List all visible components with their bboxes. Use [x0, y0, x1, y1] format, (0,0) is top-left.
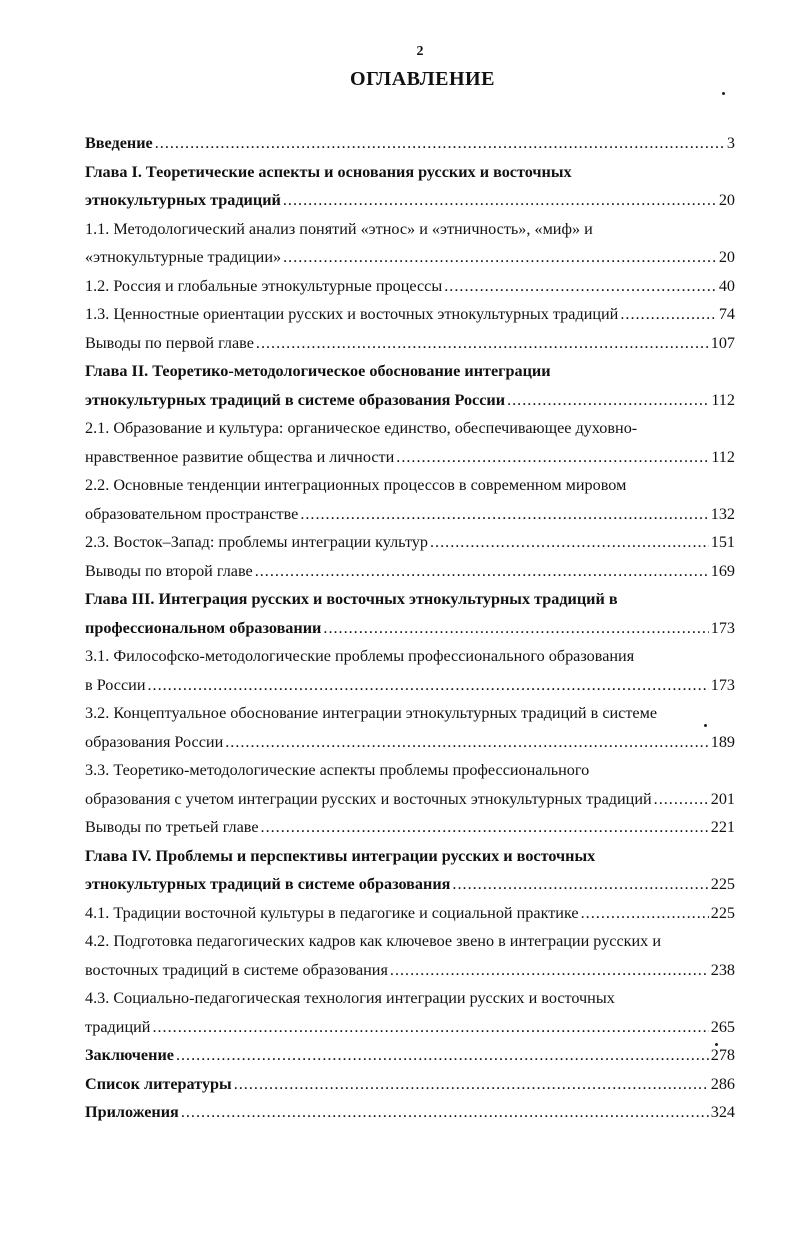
- toc-entry-last-line: [85, 614, 735, 643]
- toc-page-number: 40: [718, 276, 735, 295]
- toc-entry-title: Введение: [85, 134, 153, 152]
- toc-entry-title: восточных традиций в системе образования: [85, 960, 388, 979]
- toc-page-number: 201: [710, 789, 735, 808]
- dot-leader: [430, 528, 709, 557]
- toc-entry-title: этнокультурных традиций: [85, 191, 281, 209]
- toc-entry: [85, 642, 735, 699]
- toc-entry-title: Выводы по третьей главе: [85, 818, 259, 836]
- toc-page-number: 324: [710, 1103, 735, 1121]
- dot-leader: [507, 386, 709, 415]
- toc-entry-last-line: [85, 528, 735, 557]
- dot-leader: [283, 243, 717, 272]
- toc-entry-last-line: [85, 1070, 735, 1099]
- toc-page-number: 173: [710, 675, 735, 694]
- scan-speck: [704, 724, 707, 727]
- toc-entry: [85, 557, 735, 586]
- toc-entry-text-line: Глава II. Теоретико-методологическое обоснование интеграции: [85, 362, 551, 380]
- toc-page-number: 221: [710, 818, 735, 836]
- toc-entry-title: 1.2. Россия и глобальные этнокультурные процессы: [85, 276, 443, 295]
- toc-page-number: 20: [718, 191, 735, 209]
- toc-entry: [85, 813, 735, 842]
- toc-entry-last-line: [85, 557, 735, 586]
- toc-entry: [85, 842, 735, 899]
- toc-entry-title: этнокультурных традиций в системе образования России: [85, 390, 506, 409]
- toc-entry-title: 2.3. Восток–Запад: проблемы интеграции культур: [85, 533, 428, 551]
- toc-entry-text-line: 3.1. Философско-методологические проблемы профессионального образования: [85, 647, 635, 665]
- toc-entry-title: Выводы по второй главе: [85, 561, 253, 580]
- dot-leader: [581, 899, 709, 928]
- toc-entry: [85, 1070, 735, 1099]
- toc-entry: [85, 756, 735, 813]
- dot-leader: [300, 500, 708, 529]
- toc-entry-last-line: [85, 1013, 735, 1042]
- toc-page-number: 74: [718, 305, 735, 323]
- dot-leader: [444, 272, 717, 301]
- toc-entry: [85, 158, 735, 215]
- toc-entry: [85, 329, 735, 358]
- dot-leader: [255, 557, 709, 586]
- dot-leader: [283, 186, 717, 215]
- dot-leader: [396, 443, 709, 472]
- toc-entry-text-line: 3.2. Концептуальное обоснование интеграции этнокультурных традиций в системе: [85, 704, 658, 722]
- dot-leader: [323, 614, 708, 643]
- toc-entry: [85, 927, 735, 984]
- dot-leader: [654, 785, 709, 814]
- page-number: 2: [416, 44, 424, 59]
- toc-entry-title: традиций: [85, 1017, 151, 1036]
- toc-entry-title: образовательном пространстве: [85, 504, 299, 523]
- toc-entry-last-line: [85, 300, 735, 329]
- toc-entry-last-line: [85, 1041, 735, 1070]
- toc-page-number: 278: [710, 1046, 735, 1064]
- page-title: ОГЛАВЛЕНИЕ: [350, 68, 495, 90]
- toc-entry-last-line: [85, 329, 735, 358]
- toc-entry-last-line: [85, 500, 735, 529]
- toc-entry-text-line: 4.3. Социально-педагогическая технология интеграции русских и восточных: [85, 989, 615, 1007]
- toc-entry: [85, 300, 735, 329]
- toc-entry-last-line: [85, 1098, 735, 1127]
- toc-page-number: 20: [718, 248, 735, 266]
- toc-entry-text-line: 2.2. Основные тенденции интеграционных процессов в современном мировом: [85, 476, 627, 494]
- toc-entry: [85, 1098, 735, 1127]
- toc-entry-title: Список литературы: [85, 1074, 232, 1093]
- toc-page-number: 112: [711, 390, 735, 409]
- toc-entry-last-line: [85, 443, 735, 472]
- toc-entry-last-line: [85, 870, 735, 899]
- dot-leader: [147, 671, 708, 700]
- toc-entry-last-line: [85, 272, 735, 301]
- toc-page-number: 189: [710, 732, 735, 751]
- toc-entry-text-line: 4.2. Подготовка педагогических кадров как ключевое звено в интеграции русских и: [85, 932, 661, 950]
- toc-entry-last-line: [85, 785, 735, 814]
- toc-entry-title: Выводы по первой главе: [85, 333, 254, 352]
- toc-entry-title: профессиональном образовании: [85, 618, 322, 637]
- toc-page-number: 3: [726, 134, 735, 152]
- toc-entry: [85, 699, 735, 756]
- toc-entry-last-line: [85, 956, 735, 985]
- toc-page-number: 225: [710, 903, 735, 922]
- toc-entry-last-line: [85, 386, 735, 415]
- toc-entry-title: 1.3. Ценностные ориентации русских и восточных этнокультурных традиций: [85, 305, 619, 323]
- dot-leader: [152, 1013, 708, 1042]
- dot-leader: [234, 1070, 709, 1099]
- toc-entry: [85, 471, 735, 528]
- toc-entry: [85, 129, 735, 158]
- dot-leader: [176, 1041, 709, 1070]
- toc-page-number: 169: [710, 561, 735, 580]
- toc-entry: [85, 984, 735, 1041]
- dot-leader: [620, 300, 716, 329]
- dot-leader: [181, 1098, 709, 1127]
- toc-page-number: 238: [710, 960, 735, 979]
- toc-entry-text-line: Глава IV. Проблемы и перспективы интеграции русских и восточных: [85, 846, 596, 865]
- toc-entry-title: Приложения: [85, 1103, 179, 1121]
- toc-entry-title: этнокультурных традиций в системе образования: [85, 875, 451, 893]
- toc-entry-text-line: Глава III. Интеграция русских и восточных этнокультурных традиций в: [85, 590, 618, 608]
- toc-page-number: 265: [710, 1017, 735, 1036]
- toc-entry-title: в России: [85, 675, 146, 694]
- toc-entry-title: «этнокультурные традиции»: [85, 248, 282, 266]
- toc-entry-text-line: 1.1. Методологический анализ понятий «этнос» и «этничность», «миф» и: [85, 219, 593, 238]
- toc-entry-last-line: [85, 899, 735, 928]
- toc-entry-title: образования с учетом интеграции русских и восточных этнокультурных традиций: [85, 789, 652, 808]
- toc-entry-title: нравственное развитие общества и личности: [85, 447, 395, 466]
- toc-page-number: 286: [710, 1074, 735, 1093]
- toc-page-number: 107: [710, 333, 735, 352]
- dot-leader: [256, 329, 709, 358]
- toc-entry: [85, 1041, 735, 1070]
- dot-leader: [390, 956, 709, 985]
- scan-speck: [722, 92, 725, 95]
- toc-entry: [85, 215, 735, 272]
- toc-entry-title: 4.1. Традиции восточной культуры в педагогике и социальной практике: [85, 903, 579, 922]
- dot-leader: [225, 728, 708, 757]
- toc-page-number: 173: [710, 618, 735, 637]
- toc-entry-last-line: [85, 728, 735, 757]
- toc-entry: [85, 899, 735, 928]
- toc-entry-last-line: [85, 129, 735, 158]
- toc-entry-text-line: 3.3. Теоретико-методологические аспекты проблемы профессионального: [85, 761, 590, 779]
- toc-entry-last-line: [85, 671, 735, 700]
- toc-entry: [85, 272, 735, 301]
- dot-leader: [261, 813, 709, 842]
- toc-entry-text-line: Глава I. Теоретические аспекты и основания русских и восточных: [85, 162, 572, 181]
- toc-entry: [85, 528, 735, 557]
- toc-entry-title: Заключение: [85, 1046, 174, 1064]
- toc-entry-last-line: [85, 813, 735, 842]
- toc-page-number: 151: [710, 533, 735, 551]
- toc-page-number: 112: [711, 447, 735, 466]
- toc-entry-last-line: [85, 186, 735, 215]
- toc-page-number: 225: [710, 875, 735, 893]
- toc-page-number: 132: [710, 504, 735, 523]
- toc-entry-title: образования России: [85, 732, 224, 751]
- dot-leader: [452, 870, 708, 899]
- dot-leader: [155, 129, 725, 158]
- toc-entry-last-line: [85, 243, 735, 272]
- table-of-contents: [85, 129, 735, 1127]
- toc-entry: [85, 357, 735, 414]
- scan-speck: [715, 1043, 718, 1046]
- toc-entry: [85, 585, 735, 642]
- toc-entry: [85, 414, 735, 471]
- toc-entry-text-line: 2.1. Образование и культура: органическое единство, обеспечивающее духовно-: [85, 419, 638, 437]
